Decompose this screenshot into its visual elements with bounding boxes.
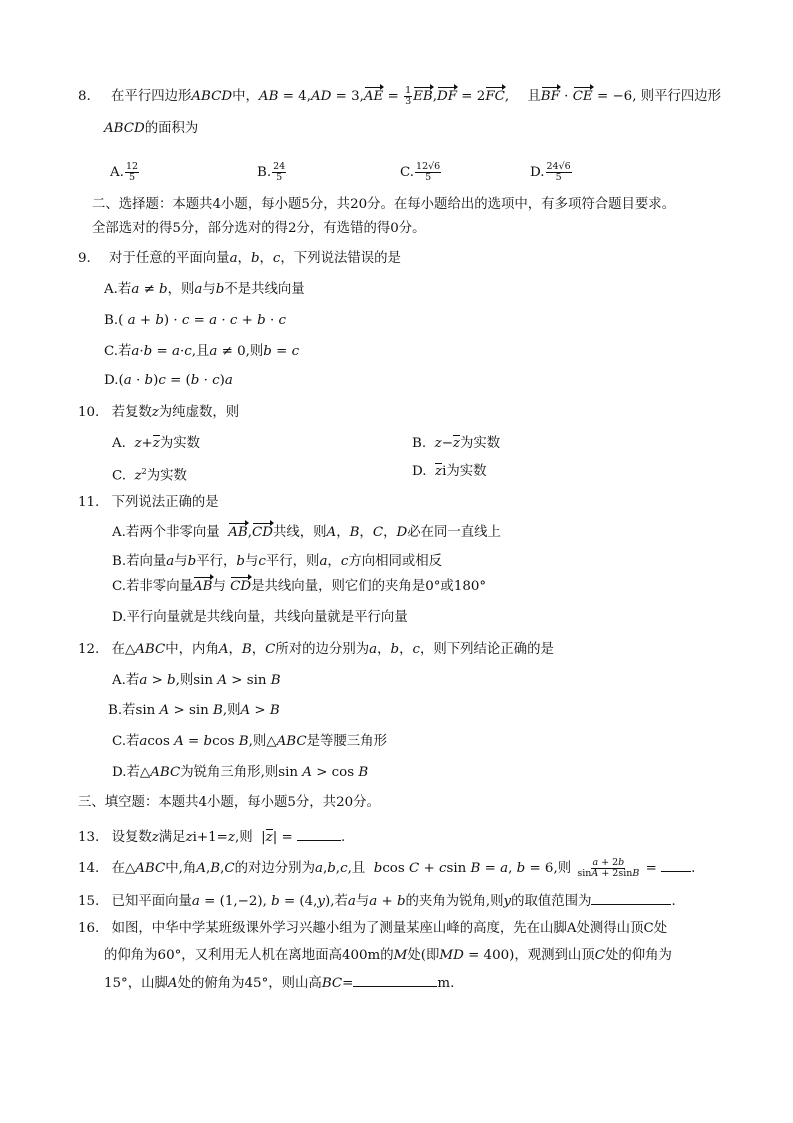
q8-line2: ABCD的面积为 <box>104 121 199 136</box>
section3-heading: 三、填空题：本题共4小题，每小题5分，共20分。 <box>78 795 380 810</box>
q8-option-d: D. $\frac{24√6}{5}$ <box>530 161 571 183</box>
q10-option-c: C. $z^2$为实数 <box>112 467 187 484</box>
q8-option-b: B. $\frac{24}{5}$ <box>257 161 286 183</box>
q9-stem: 9. 对于任意的平面向量a，b，c，下列说法错误的是 <box>78 251 401 266</box>
q8-option-a: A. $\frac{12}{5}$ <box>110 161 139 183</box>
q12-option-a: A.若a > b,则sin A > sin B <box>112 673 281 688</box>
q16-line2: 的仰角为60°，又利用无人机在离地面高400m的M处(即MD = 400)，观测到山顶C处的仰角为 <box>104 948 672 963</box>
q11-option-c: C.若非零向量AB与 CD是共线向量，则它们的夹角是0°或180° <box>112 579 487 594</box>
q8-number: 8. <box>78 89 91 104</box>
section2-heading: 二、选择题：本题共4小题，每小题5分，共20分。在每小题给出的选项中，有多项符合题目要求。 <box>92 197 676 212</box>
q11-option-d: D.平行向量就是共线向量，共线向量就是平行向量 <box>112 610 408 625</box>
q14: 14. 在△ABC中,角A,B,C的对边分别为a,b,c,且 bcos C + csin B = a, b = 6,则 $\frac{a + 2b}{\sin A + 2\sin B}$ = . <box>78 857 696 879</box>
q10-stem: 10. 若复数z为纯虚数，则 <box>78 405 240 420</box>
q8-line1: 8. 在平行四边形ABCD中，AB = 4,AD = 3,AE = $\frac{1}{3}$ EB,DF = 2FC, 且BF · CE = −6, 则平行四边形 <box>78 85 722 107</box>
section2-heading-cont: 全部选对的得5分，部分选对的得2分，有选错的得0分。 <box>92 221 426 236</box>
q8-option-c: C. $\frac{12√6}{5}$ <box>400 161 441 183</box>
q13: 13. 设复数z满足zi+1=z,则 |z| = . <box>78 830 346 845</box>
q11-option-b: B.若向量a与b平行，b与c平行，则a，c方向相同或相反 <box>112 554 443 569</box>
q11-stem: 11. 下列说法正确的是 <box>78 495 219 510</box>
q16-line1: 16. 如图，中华中学某班级课外学习兴趣小组为了测量某座山峰的高度，先在山脚A处测得山顶C处 <box>78 921 668 936</box>
q16-line3: 15°，山脚A处的俯角为45°，则山高BC= m. <box>104 976 455 991</box>
q15: 15. 已知平面向量a = (1,−2), b = (4,y),若a与a + b的夹角为锐角,则y的取值范围为 . <box>78 894 676 909</box>
q12-option-c: C.若acos A = bcos B,则△ABC是等腰三角形 <box>112 734 387 749</box>
q9-option-a: A.若a ≠ b，则a与b不是共线向量 <box>104 282 305 297</box>
q10-option-a: A. z+z为实数 <box>112 436 200 451</box>
q9-option-c: C.若a·b = a·c,且a ≠ 0,则b = c <box>104 344 300 359</box>
q12-stem: 12. 在△ABC中，内角A，B，C所对的边分别为a，b，c，则下列结论正确的是 <box>78 642 554 657</box>
q10-option-b: B. z−z为实数 <box>412 436 501 451</box>
q12-option-b: B.若sin A > sin B,则A > B <box>108 703 280 718</box>
q12-option-d: D.若△ABC为锐角三角形,则sin A > cos B <box>112 765 369 780</box>
q11-option-a: A.若两个非零向量 AB,CD共线，则A，B，C，D必在同一直线上 <box>112 525 501 540</box>
q10-option-d: D. zi为实数 <box>412 464 487 479</box>
q9-option-b: B.( a + b) · c = a · c + b · c <box>104 313 286 328</box>
q9-option-d: D.(a · b)c = (b · c)a <box>104 373 233 388</box>
